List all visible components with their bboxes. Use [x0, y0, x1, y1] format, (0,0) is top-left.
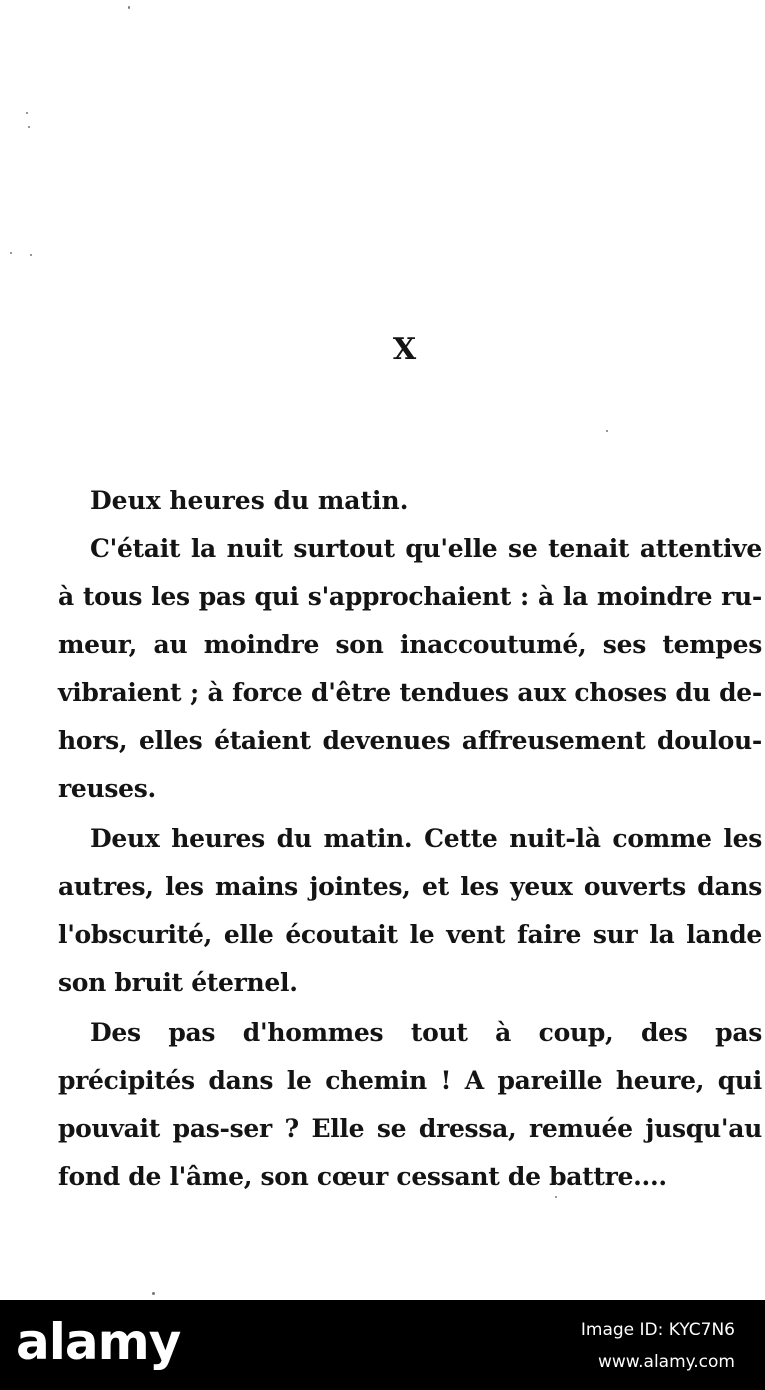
paragraph: Deux heures du matin. Cette nuit-là comme les autres, les mains jointes, et les yeux ouverts dans l'obscurité, elle écoutait le vent faire sur la lande son bruit éternel.	[58, 824, 762, 997]
scan-speck	[30, 254, 32, 256]
scan-speck	[10, 252, 12, 254]
paragraph: Des pas d'hommes tout à coup, des pas précipités dans le chemin ! A pareille heure, qui pouvait pas-ser ? Elle se dressa, remuée jusqu'au fond de l'âme, son cœur cessant de battre....	[58, 1018, 762, 1191]
site-url: www.alamy.com	[597, 1352, 735, 1372]
scan-speck	[128, 6, 130, 9]
scan-speck	[28, 126, 30, 128]
opening-line: Deux heures du matin.	[90, 486, 409, 515]
image-id-label: Image ID: KYC7N6	[580, 1320, 735, 1340]
paragraph: C'était la nuit surtout qu'elle se tenait attentive à tous les pas qui s'approchaient : à la moindre ru-meur, au moindre son inaccoutumé, ses tempes vibraient ; à force d'être tendues aux choses du de-hors, elles étaient devenues affreusement doulou-reuses.	[58, 534, 762, 803]
scan-speck	[606, 430, 608, 432]
chapter-number: X	[392, 332, 418, 367]
watermark-footer	[0, 1300, 765, 1390]
body-text	[58, 525, 762, 1201]
scan-speck	[26, 112, 28, 114]
alamy-logo: alamy	[16, 1313, 181, 1371]
scan-speck	[152, 1292, 155, 1295]
